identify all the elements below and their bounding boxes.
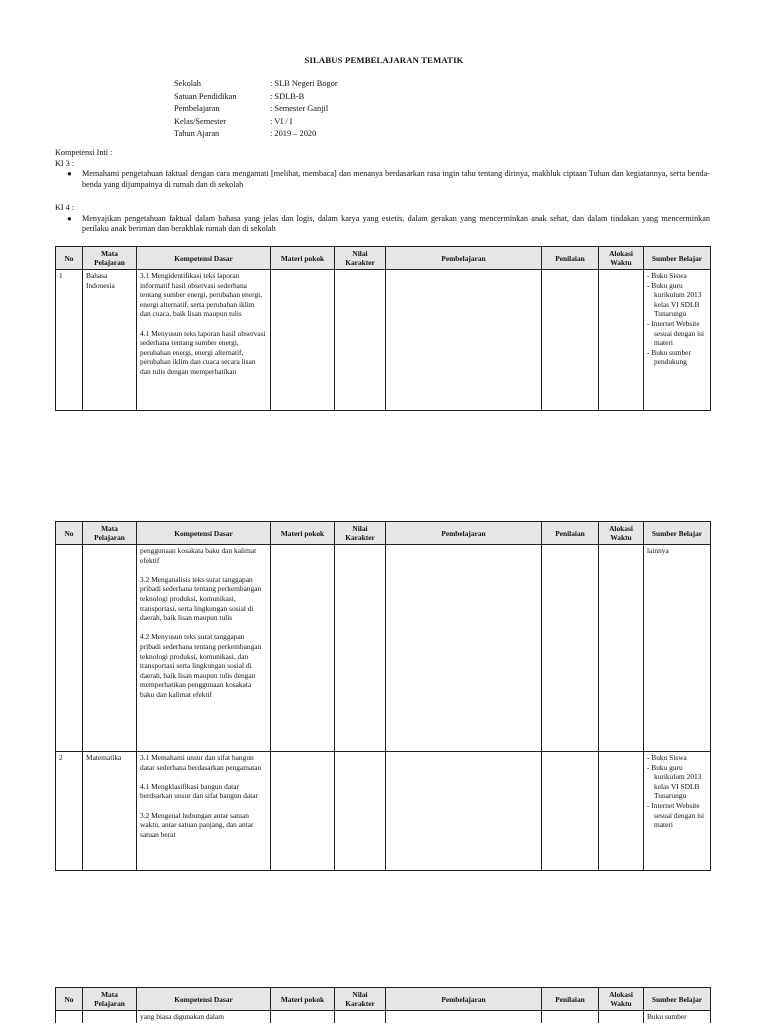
cell-penilaian: [542, 270, 599, 411]
kd-item: 3.2 Mengenal hubungan antar satuan waktu, antar satuan panjang, dan antar satuan berat: [140, 810, 254, 839]
header-materi: Materi pokok: [271, 522, 335, 545]
cell-pembelajaran: [386, 270, 542, 411]
header-alokasi: Alokasi Waktu: [599, 988, 644, 1011]
kd-item: penggunaan kosakata baku dan kalimat efektif: [140, 546, 257, 565]
ki3-section: [55, 148, 710, 190]
header-no: No: [56, 522, 83, 545]
cell-nilai: [335, 270, 386, 411]
kd-item: 3.2 Menganalisis teks surat tanggapan pribadi sederhana tentang perkembangan teknologi produksi, komunikasi, transportasi, serta lingkungan sosial di daerah, baik lisan maupun tulis: [140, 574, 262, 623]
kd-item: 3.1 Mengidentifikasi teks laporan informatif hasil observasi sederhana tentang sumber energi, perubahan energi, energi alternatif, serta perubahan iklim dan cuaca, baik lisan maupun tulis: [140, 271, 263, 319]
header-nilai: Nilai Karakter: [335, 247, 386, 270]
source-item: - Buku Siswa: [647, 271, 687, 280]
cell-nilai: [335, 1011, 386, 1023]
cell-nilai: [335, 545, 386, 752]
cell-mapel: Bahasa Indonesia: [83, 270, 137, 411]
info-row-tahun: Tahun Ajaran : 2019 – 2020: [174, 129, 317, 139]
cell-nilai: [335, 752, 386, 871]
cell-sumber: [644, 1011, 711, 1023]
header-kd: Kompetensi Dasar: [137, 988, 271, 1011]
cell-pembelajaran: [386, 545, 542, 752]
header-mapel: Mata Pelajaran: [83, 522, 137, 545]
ki4-item: [55, 214, 710, 235]
table-row: [56, 752, 711, 871]
header-kd: Kompetensi Dasar: [137, 247, 271, 270]
source-item: - Internet Website sesuai dengan isi materi: [647, 800, 705, 830]
cell-penilaian: [542, 545, 599, 752]
ki4-text: Menyajikan pengetahuan faktual dalam bahasa yang jelas dan logis, dalam karya yang estetis, dalam gerakan yang mencerminkan anak sehat, dan dalam tindakan yang mencerminkan perilaku anak beriman dan berakhlak rumah dan di sekolah: [82, 213, 710, 234]
header-mapel: Mata Pelajaran: [83, 988, 137, 1011]
kd-item: 4.2 Menyusun teks surat tanggapan pribadi sederhana tentang perkembangan teknologi produksi, komunikasi, dan transportasi serta lingkungan sosial di daerah, baik lisan maupun tulis dengan memperhatikan penggunaan kosakata baku dan kalimat efektif: [140, 632, 262, 699]
cell-penilaian: [542, 1011, 599, 1023]
header-alokasi: Alokasi Waktu: [599, 522, 644, 545]
header-no: No: [56, 247, 83, 270]
header-penilaian: Penilaian: [542, 247, 599, 270]
header-materi: Materi pokok: [271, 247, 335, 270]
table-header-row: [56, 247, 711, 270]
cell-no: [56, 545, 83, 752]
kd-item: yang biasa digunakan dalam: [140, 1012, 224, 1021]
cell-sumber: [644, 270, 711, 411]
cell-no: 2: [56, 752, 83, 871]
ki4-label: KI 4 :: [55, 203, 75, 212]
header-nilai: Nilai Karakter: [335, 522, 386, 545]
source-item: lainnya: [647, 546, 669, 555]
header-no: No: [56, 988, 83, 1011]
cell-mapel: Matematika: [83, 752, 137, 871]
cell-kd: [137, 270, 271, 411]
kd-item: 4.1 Mengklasifikasi bangun datar berdsarkan unsur dan sifat bangun datar: [140, 781, 259, 801]
header-mapel: Mata Pelajaran: [83, 247, 137, 270]
cell-materi: [271, 1011, 335, 1023]
kd-item: 3.1 Memahami unsur dan sifat bangun datar sederhana berdasarkan pengamatan: [140, 753, 262, 772]
header-penilaian: Penilaian: [542, 522, 599, 545]
table-header-row: [56, 988, 711, 1011]
cell-sumber: [644, 752, 711, 871]
header-kd: Kompetensi Dasar: [137, 522, 271, 545]
ki3-text: Memahami pengetahuan faktual dengan cara mengamati [melihat, membaca] dan menanya berdasarkan rasa ingin tahu tentang dirinya, makhluk ciptaan Tuhan dan kegiatannya, serta benda-benda yang dijumpainya di rumah dan di sekolah: [82, 169, 710, 189]
cell-penilaian: [542, 752, 599, 871]
source-item: - Buku guru kurikulum 2013 kelas VI SDLB Tunarungu: [647, 762, 702, 801]
kd-item: 4.1 Menyusun teks laporan hasil observasi sederhana tentang sumber energi, perubahan energi, energi alternatif, perubahan iklim dan cuaca secara lisan dan tulis dengan memperhatikan: [140, 328, 266, 376]
syllabus-table-2: [55, 521, 711, 871]
school-info: [174, 78, 338, 141]
source-item: - Buku guru kurikulum 2013 kelas VI SDLB Tunarungu: [647, 280, 702, 319]
header-sumber: Sumber Belajar: [644, 988, 711, 1011]
cell-materi: [271, 270, 335, 411]
cell-pembelajaran: [386, 752, 542, 871]
table-row: [56, 270, 711, 411]
cell-pembelajaran: [386, 1011, 542, 1023]
header-sumber: Sumber Belajar: [644, 522, 711, 545]
cell-materi: [271, 752, 335, 871]
source-item: - Internet Website sesuai dengan isi materi: [647, 318, 705, 348]
document-title: SILABUS PEMBELAJARAN TEMATIK: [304, 55, 464, 65]
ki-heading: Kompetensi Inti :: [55, 148, 113, 157]
syllabus-table-3: [55, 987, 711, 1023]
cell-alokasi: [599, 1011, 644, 1023]
cell-no: [56, 1011, 83, 1023]
cell-kd: [137, 752, 271, 871]
header-penilaian: Penilaian: [542, 988, 599, 1011]
ki3-item: [55, 169, 710, 190]
cell-alokasi: [599, 545, 644, 752]
cell-mapel: [83, 545, 137, 752]
source-item: Buku sumber: [647, 1012, 687, 1021]
cell-kd: [137, 545, 271, 752]
ki4-section: [55, 203, 710, 235]
source-item: - Buku Siswa: [647, 753, 687, 762]
table-row: [56, 1011, 711, 1023]
cell-mapel: [83, 1011, 137, 1023]
info-row-pembelajaran: Pembelajaran : Semester Ganjil: [174, 104, 329, 114]
header-alokasi: Alokasi Waktu: [599, 247, 644, 270]
bullet-icon: ●: [67, 169, 72, 179]
table-header-row: [56, 522, 711, 545]
header-nilai: Nilai Karakter: [335, 988, 386, 1011]
header-pembelajaran: Pembelajaran: [386, 522, 542, 545]
cell-no: 1: [56, 270, 83, 411]
ki3-label: KI 3 :: [55, 158, 75, 168]
info-row-kelas: Kelas/Semester : VI / I: [174, 116, 293, 126]
header-pembelajaran: Pembelajaran: [386, 988, 542, 1011]
cell-kd: [137, 1011, 271, 1023]
syllabus-table-1: [55, 246, 711, 411]
info-row-satuan: Satuan Pendidikan : SDLB-B: [174, 91, 305, 101]
cell-alokasi: [599, 752, 644, 871]
cell-alokasi: [599, 270, 644, 411]
source-item: - Buku sumber pendukung: [647, 347, 691, 367]
header-materi: Materi pokok: [271, 988, 335, 1011]
cell-materi: [271, 545, 335, 752]
bullet-icon: ●: [67, 213, 72, 223]
header-pembelajaran: Pembelajaran: [386, 247, 542, 270]
info-row-sekolah: Sekolah : SLB Negeri Bogor: [174, 79, 338, 88]
cell-sumber: [644, 545, 711, 752]
header-sumber: Sumber Belajar: [644, 247, 711, 270]
table-row: [56, 545, 711, 752]
